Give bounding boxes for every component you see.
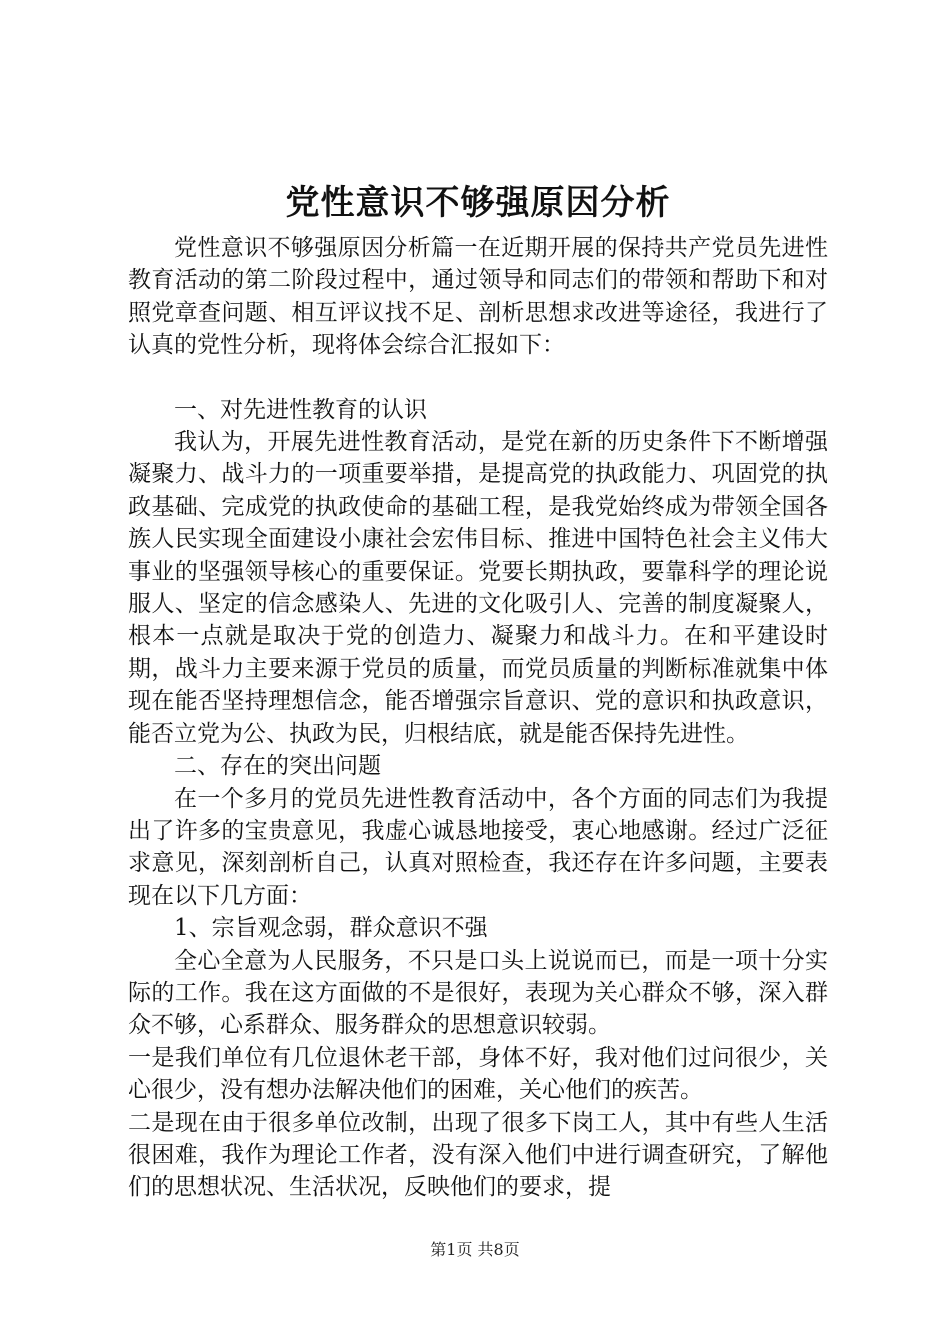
subsection-1-paragraph: 全心全意为人民服务，不只是口头上说说而已，而是一项十分实际的工作。我在这方面做的不是很好，表现为关心群众不够，深入群众不够，心系群众、服务群众的思想意识较弱。 (128, 947, 828, 1039)
page-number-footer: 第1页 共8页 (430, 1240, 520, 1259)
subsection-1-point-1: 一是我们单位有几位退休老干部，身体不好，我对他们过问很少，关心很少，没有想办法解决他们的困难，关心他们的疾苦。 (128, 1044, 828, 1104)
section-2-paragraph: 在一个多月的党员先进性教育活动中，各个方面的同志们为我提出了许多的宝贵意见，我虚心诚恳地接受，衷心地感谢。经过广泛征求意见，深刻剖析自己，认真对照检查，我还存在许多问题，主要表现在以下几方面： (128, 785, 828, 909)
section-heading-1: 一、对先进性教育的认识 (174, 396, 427, 423)
document-title: 党性意识不够强原因分析 (285, 183, 671, 223)
section-1-paragraph: 我认为，开展先进性教育活动，是党在新的历史条件下不断增强凝聚力、战斗力的一项重要举措，是提高党的执政能力、巩固党的执政基础、完成党的执政使命的基础工程，是我党始终成为带领全国各族人民实现全面建设小康社会宏伟目标、推进中国特色社会主义伟大事业的坚强领导核心的重要保证。党要长期执政，要靠科学的理论说服人、坚定的信念感染人、先进的文化吸引人、完善的制度凝聚人，根本一点就是取决于党的创造力、凝聚力和战斗力。在和平建设时期，战斗力主要来源于党员的质量，而党员质量的判断标准就集中体现在能否坚持理想信念，能否增强宗旨意识、党的意识和执政意识，能否立党为公、执政为民，归根结底，就是能否保持先进性。 (128, 429, 828, 747)
intro-paragraph: 党性意识不够强原因分析篇一在近期开展的保持共产党员先进性教育活动的第二阶段过程中，通过领导和同志们的带领和帮助下和对照党章查问题、相互评议找不足、剖析思想求改进等途径，我进行了认真的党性分析，现将体会综合汇报如下： (128, 235, 828, 359)
section-heading-2: 二、存在的突出问题 (174, 753, 381, 780)
subsection-1-point-2: 二是现在由于很多单位改制，出现了很多下岗工人，其中有些人生活很困难，我作为理论工作者，没有深入他们中进行调查研究，了解他们的思想状况、生活状况，反映他们的要求，提 (128, 1109, 828, 1201)
document-body (128, 178, 828, 1204)
paragraph-gap (128, 362, 828, 394)
subsection-heading-1: 1、宗旨观念弱，群众意识不强 (174, 915, 488, 942)
